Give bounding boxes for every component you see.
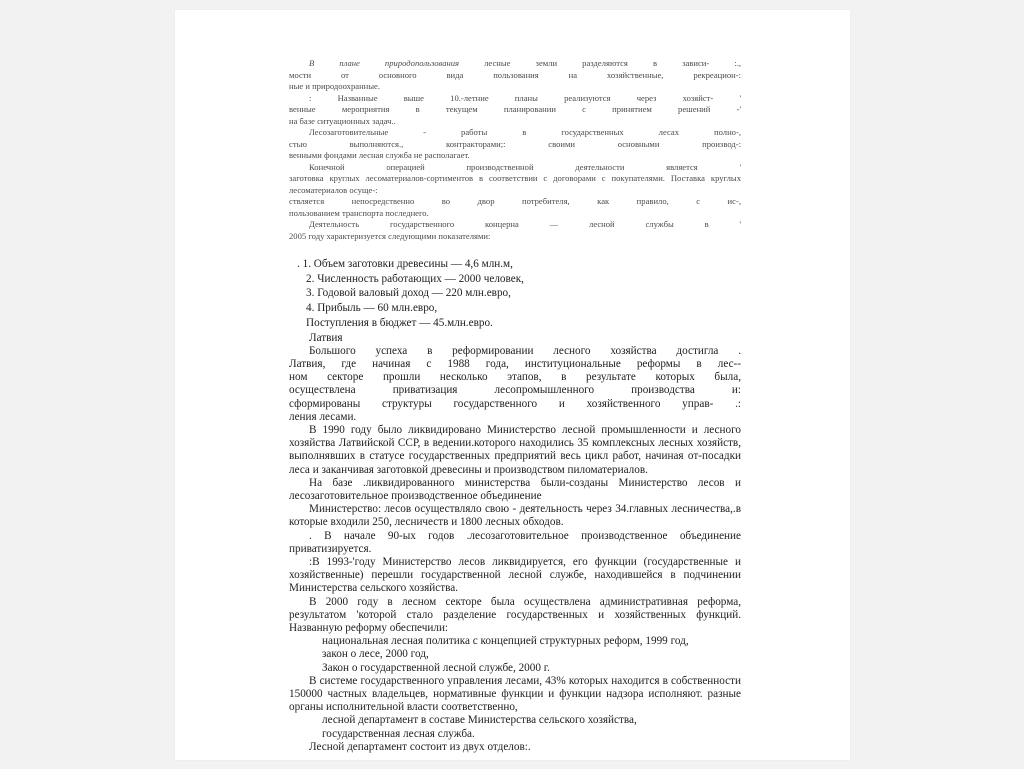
paragraph-1990: В 1990 году было ликвидировано Министерство лесной промышленности и лесного хозяйства Латвийской ССР, в ведении.которого находились 35 комплексных лесных хозяйств, выполнявших в статусе государственных предприятий весь цикл работ, начиная от-посадки леса и заканчивая заготовкой древесины и производством пиломатериалов.: [289, 423, 741, 476]
body-line: Латвия, где начиная с 1988 года, институциональные реформы в лес--: [289, 357, 741, 370]
top-line-12: ствляется непосредственно во двор потребителя, как правило, с ис-,: [289, 196, 741, 206]
body-line: ном секторе прошли несколько этапов, в результате которых была,: [289, 371, 741, 384]
authority-item: государственная лесная служба.: [322, 727, 475, 740]
top-line-15: 2005 году характеризуется следующими показателями:: [289, 230, 491, 241]
top-line-9: венными фондами лесная служба не располагает.: [289, 150, 470, 160]
faded-top-block: [289, 58, 741, 242]
body-line: Большого успеха в реформировании лесного хозяйства достигла .: [309, 344, 741, 357]
indicator-item: . 1. Объем заготовки древесины — 4,6 млн.м,: [297, 258, 513, 270]
indicator-item: 4. Прибыль — 60 млн.евро,: [306, 302, 438, 315]
paragraph-last: Лесной департамент состоит из двух отделов:.: [309, 740, 531, 753]
indicator-item: Поступления в бюджет — 45.млн.евро.: [306, 316, 493, 329]
top-line-3: ные и природоохранные.: [289, 81, 381, 91]
top-line-11: заготовка круглых лесоматериалов-сортиментов в соответствии с договорами с покупателями. Поставка круглых лесоматериалов осуще-:: [289, 173, 741, 195]
paragraph-ministry: Министерство: лесов осуществляло свою - деятельность через 34.главных лесничества,.в которые входили 250, лесничеств и 1800 лесных обходов.: [289, 503, 741, 529]
body-line: сформированы структуры государственного и хозяйственного управ- .:: [289, 397, 741, 410]
paragraph-2000: В 2000 году в лесном секторе была осуществлена административная реформа, результатом 'которой стало разделение государственных и хозяйственных функций. Названную реформу обеспечили:: [289, 595, 741, 634]
paragraph-90s: . В начале 90-ых годов .лесозаготовительное производственное объединение приватизируется.: [289, 529, 741, 555]
indicator-list: [297, 258, 741, 330]
document-page: [175, 10, 850, 760]
top-line-5: венные мероприятия в текущем планировании с принятием решений -': [289, 104, 741, 114]
top-line-10: Конечной операцией производственной деятельности является ': [309, 161, 741, 172]
paragraph-system: В системе государственного управления лесами, 43% которых находится в собственности 150000 частных владельцев, нормативные функции и функции надзора исполняют. разные органы исполнительной власти соответственно,: [289, 674, 741, 714]
top-line-4: : Названные выше 10.-летние планы реализуются через хозяйст- ': [309, 92, 741, 103]
reform-item: национальная лесная политика с концепцией структурных реформ, 1999 год,: [322, 635, 689, 648]
reform-item: Закон о государственной лесной службе, 2000 г.: [322, 661, 550, 674]
top-line-7: Лесозаготовительные - работы в государственных лесах полно-,: [309, 127, 741, 137]
top-line-2: мости от основного вида пользования на хозяйственные, рекреацион-:: [289, 69, 741, 80]
indicator-item: 2. Численность работающих — 2000 человек,: [306, 272, 524, 285]
main-text-block: [289, 258, 741, 754]
top-line-14: Деятельность государственного концерна — лесной службы в ': [309, 219, 741, 229]
top-line-13: пользованием транспорта последнего.: [289, 207, 429, 218]
indicator-item: 3. Годовой валовый доход — 220 млн.евро,: [306, 287, 511, 300]
body-line: ления лесами.: [289, 410, 357, 423]
body-line: осуществлена приватизация лесопромышленного производства и:: [289, 384, 741, 397]
top-line-6: на базе ситуационных задач..: [289, 115, 396, 126]
page-content: [289, 58, 741, 754]
top-line-1: В плане природопользования лесные земли разделяются в зависи- :.,: [309, 58, 742, 68]
paragraph-1993: :В 1993-'году Министерство лесов ликвидируется, его функции (государственные и хозяйственные) перешли государственной лесной службе, находившейся в подчинении Министерства сельского хозяйства.: [289, 555, 741, 595]
top-line-1-italic: В плане природопользования: [309, 58, 460, 68]
paragraph-base: На базе .ликвидированного министерства были-созданы Министерство лесов и лесозаготовительное производственное объединение: [289, 476, 741, 502]
reform-item: закон о лесе, 2000 год,: [322, 648, 429, 661]
top-line-8: стью выполняются., контракторами;: своими основными производ-:: [289, 138, 741, 149]
section-heading-latvia: Латвия: [309, 331, 343, 344]
authority-item: лесной департамент в составе Министерства сельского хозяйства,: [322, 714, 637, 727]
